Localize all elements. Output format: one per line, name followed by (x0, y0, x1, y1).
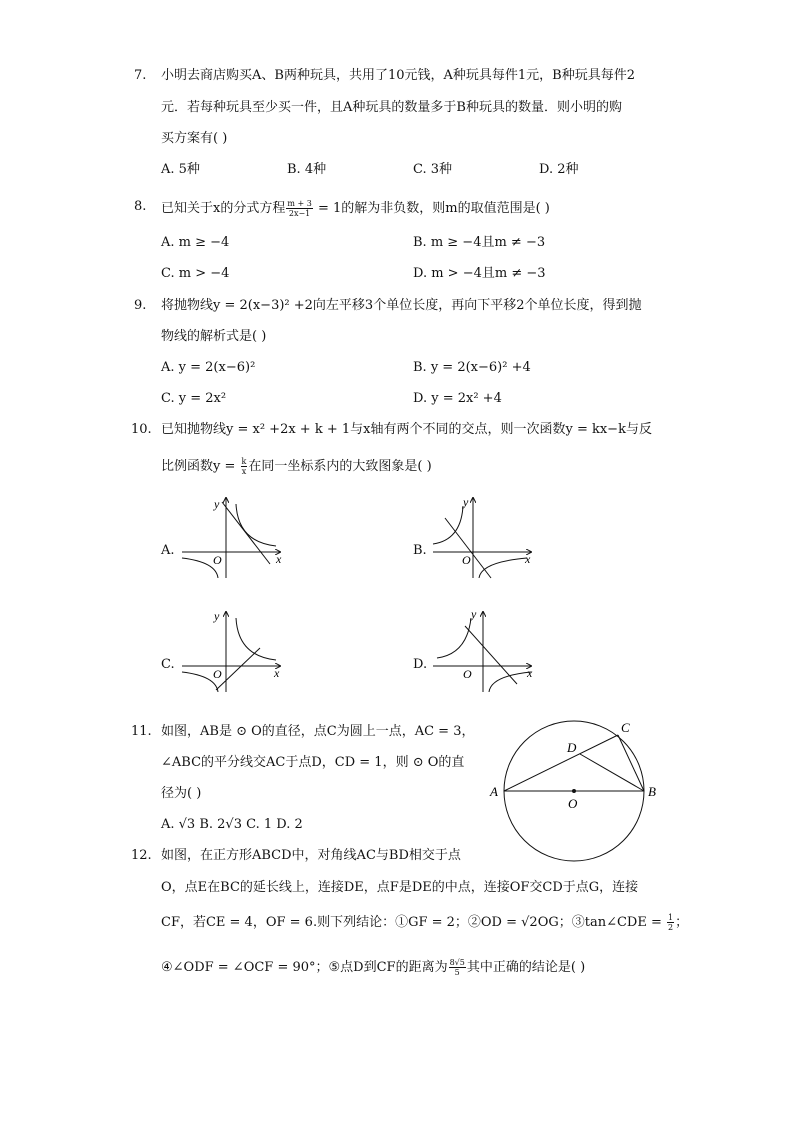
q11-text-line1: 如图，AB是 ⊙ O的直径，点C为圆上一点，AC = 3， (161, 724, 475, 739)
y-axis-label: y (463, 495, 469, 509)
q12-number: 12. (131, 848, 152, 863)
q7-text-line3: 买方案有( ) (161, 131, 228, 146)
linear-function-line (222, 502, 270, 564)
q12-line4-fraction (449, 958, 466, 977)
q11-circle-figure (486, 716, 666, 866)
q10-graph-c (176, 604, 296, 694)
label-c: C (621, 720, 630, 735)
q12-line4-frac-den: 5 (454, 968, 460, 977)
label-b: B (648, 784, 656, 799)
q9-option-c: C. y = 2x² (161, 391, 227, 406)
q10-frac-den: x (241, 467, 247, 476)
q9-text-line1: 将抛物线y = 2(x−3)² +2向左平移3个单位长度，再向下平移2个单位长度，得到抛 (161, 298, 642, 313)
chord-ac (504, 735, 618, 791)
y-axis-label: y (471, 607, 477, 621)
q8-option-c: C. m > −4 (161, 266, 230, 281)
origin-label: O (462, 553, 471, 567)
origin-label: O (463, 667, 472, 681)
q9-option-d: D. y = 2x² +4 (413, 391, 502, 406)
q10-text-line1: 已知抛物线y = x² +2x + k + 1与x轴有两个不同的交点，则一次函数y = kx−k与反 (161, 422, 652, 437)
hyperbola-branch-2 (489, 672, 531, 692)
q12-line3-end: ； (675, 915, 689, 930)
q8-frac-den: 2x−1 (288, 209, 311, 218)
q8-text (161, 199, 550, 218)
q7-number: 7. (134, 68, 147, 83)
y-axis-label: y (214, 609, 220, 623)
q11-text-line3: 径为( ) (161, 786, 202, 801)
q7-text-line1: 小明去商店购买A、B两种玩具，共用了10元钱，A种玩具每件1元，B种玩具每件2 (161, 68, 635, 83)
q10-fraction (241, 457, 248, 476)
q7-option-d: D. 2种 (539, 162, 579, 177)
center-point-o (572, 789, 576, 793)
label-d: D (567, 740, 577, 755)
y-axis-label: y (214, 497, 220, 511)
q12-line4-frac-num: 8√5 (449, 958, 465, 967)
q11-options: A. √3 B. 2√3 C. 1 D. 2 (161, 817, 303, 832)
q9-text-line2: 物线的解析式是( ) (161, 329, 267, 344)
q9-option-a: A. y = 2(x−6)² (161, 360, 256, 375)
q10-option-d-label: D. (413, 657, 428, 672)
q10-graph-d (427, 604, 547, 694)
q8-fraction (286, 199, 312, 218)
q12-line4-pre: ④∠ODF = ∠OCF = 90°；⑤点D到CF的距离为 (161, 960, 448, 975)
q9-number: 9. (134, 298, 147, 313)
q7-text-line2: 元．若每种玩具至少买一件，且A种玩具的数量多于B种玩具的数量．则小明的购 (161, 100, 622, 115)
origin-label: O (213, 553, 222, 567)
chord-bc (618, 735, 644, 791)
q8-number: 8. (134, 199, 147, 214)
q10-line2-post: 在同一坐标系内的大致图象是( ) (248, 459, 432, 474)
x-axis-label: x (527, 666, 533, 680)
q10-number: 10. (131, 422, 152, 437)
q10-frac-num: k (241, 457, 247, 466)
label-o: O (568, 796, 578, 811)
q10-graph-b (427, 490, 547, 580)
linear-function-line (465, 626, 517, 684)
q8-text-post: = 1的解为非负数，则m的取值范围是( ) (313, 201, 550, 216)
q11-text-line2: ∠ABC的平分线交AC于点D，CD = 1，则 ⊙ O的直 (161, 755, 465, 770)
q8-text-pre: 已知关于x的分式方程 (161, 201, 286, 216)
x-axis-label: x (274, 666, 280, 680)
hyperbola-branch-2 (479, 558, 527, 578)
hyperbola-branch-1 (437, 618, 471, 658)
hyperbola-branch-1 (236, 504, 276, 546)
q10-option-c-label: C. (161, 657, 175, 672)
q10-text-line2 (161, 457, 432, 476)
q10-option-a-label: A. (161, 543, 175, 558)
q12-line3-frac-den: 2 (668, 923, 674, 932)
q10-option-b-label: B. (413, 543, 427, 558)
q10-line2-pre: 比例函数y = (161, 459, 240, 474)
q8-frac-num: m + 3 (287, 199, 312, 208)
q9-option-b: B. y = 2(x−6)² +4 (413, 360, 531, 375)
q12-text-line1: 如图，在正方形ABCD中，对角线AC与BD相交于点 (161, 848, 461, 863)
q7-option-b: B. 4种 (287, 162, 327, 177)
q8-option-b: B. m ≥ −4且m ≠ −3 (413, 235, 546, 250)
origin-label: O (213, 667, 222, 681)
q10-graph-a (176, 490, 296, 580)
q12-line3-fraction (667, 913, 674, 932)
q7-option-a: A. 5种 (161, 162, 200, 177)
q8-option-a: A. m ≥ −4 (161, 235, 230, 250)
label-a: A (490, 784, 498, 799)
q12-text-line3 (161, 913, 688, 932)
q11-number: 11. (131, 724, 152, 739)
x-axis-label: x (525, 552, 531, 566)
x-axis-label: x (276, 552, 282, 566)
linear-function-line (216, 648, 260, 690)
hyperbola-branch-1 (433, 506, 463, 544)
q12-text-line2: O，点E在BC的延长线上，连接DE，点F是DE的中点，连接OF交CD于点G，连接 (161, 880, 639, 895)
q7-option-c: C. 3种 (413, 162, 453, 177)
q12-text-line4 (161, 958, 585, 977)
q12-line3-text: CF，若CE = 4，OF = 6.则下列结论：①GF = 2；②OD = √2OG；③tan∠CDE = (161, 915, 666, 930)
linear-function-line (445, 518, 491, 578)
bisector-bd (580, 754, 644, 791)
q8-option-d: D. m > −4且m ≠ −3 (413, 266, 546, 281)
hyperbola-branch-1 (236, 618, 276, 660)
q12-line4-post: 其中正确的结论是( ) (466, 960, 586, 975)
q12-line3-frac-num: 1 (668, 913, 674, 922)
